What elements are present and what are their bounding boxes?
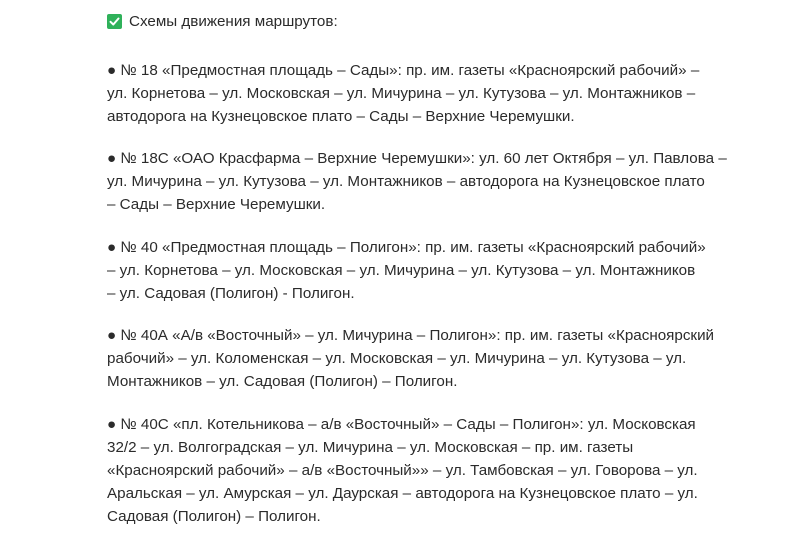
route-18-description (107, 59, 707, 128)
route-line: «Красноярский рабочий» – а/в «Восточный»» – ул. Тамбовская – ул. Говорова – ул. (107, 462, 698, 479)
route-line: рабочий» – ул. Коломенская – ул. Московская – ул. Мичурина – ул. Кутузова – ул. (107, 350, 687, 367)
route-line: ● № 40А «А/в «Восточный» – ул. Мичурина – Полигон»: пр. им. газеты «Красноярский (107, 327, 715, 344)
route-40a-description (107, 324, 715, 393)
heading-text: Схемы движения маршрутов: (129, 13, 338, 30)
route-line: – ул. Корнетова – ул. Московская – ул. Мичурина – ул. Кутузова – ул. Монтажников (107, 262, 696, 279)
route-line: ул. Корнетова – ул. Московская – ул. Мичурина – ул. Кутузова – ул. Монтажников – (107, 85, 696, 102)
route-line: Аральская – ул. Амурская – ул. Даурская – автодорога на Кузнецовское плато – ул. (107, 485, 698, 502)
route-40-description (107, 236, 707, 305)
route-line: ● № 18С «ОАО Красфарма – Верхние Черемушки»: ул. 60 лет Октября – ул. Павлова – (107, 150, 727, 167)
route-line: 32/2 – ул. Волгоградская – ул. Мичурина – ул. Московская – пр. им. газеты (107, 439, 634, 456)
route-line: Садовая (Полигон) – Полигон. (107, 508, 321, 525)
route-line: – Сады – Верхние Черемушки. (107, 196, 326, 213)
route-line: автодорога на Кузнецовское плато – Сады – Верхние Черемушки. (107, 108, 575, 125)
route-40c-description (107, 413, 707, 528)
route-line: ул. Мичурина – ул. Кутузова – ул. Монтажников – автодорога на Кузнецовское плато (107, 173, 705, 190)
check-mark-icon (107, 14, 122, 29)
route-line: ● № 40С «пл. Котельникова – а/в «Восточный» – Сады – Полигон»: ул. Московская (107, 416, 696, 433)
section-heading (107, 10, 338, 33)
route-line: – ул. Садовая (Полигон) - Полигон. (107, 285, 355, 302)
route-line: ● № 18 «Предмостная площадь – Сады»: пр. им. газеты «Красноярский рабочий» – (107, 62, 700, 79)
route-18c-description (107, 147, 727, 216)
route-line: Монтажников – ул. Садовая (Полигон) – Полигон. (107, 373, 458, 390)
route-line: ● № 40 «Предмостная площадь – Полигон»: пр. им. газеты «Красноярский рабочий» (107, 239, 706, 256)
